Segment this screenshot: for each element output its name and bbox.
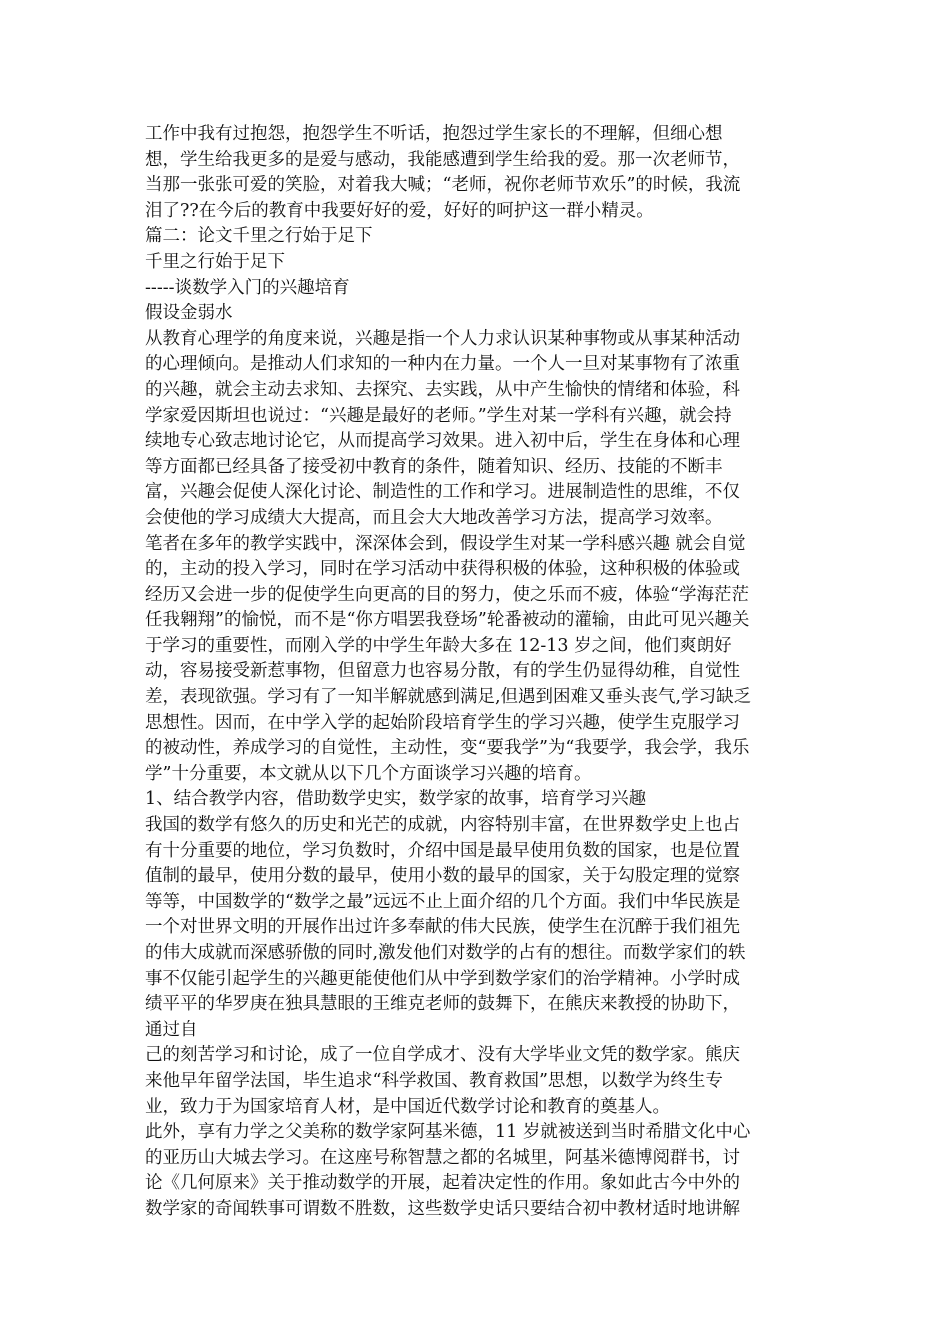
text-line: 工作中我有过抱怨，抱怨学生不听话，抱怨过学生家长的不理解，但细心想: [145, 124, 723, 144]
text-line: 思想性。因而，在中学入学的起始阶段培育学生的学习兴趣，使学生克服学习: [145, 712, 740, 733]
text-line: 等等，中国数学的“数学之最”远远不止上面介绍的几个方面。我们中华民族是: [145, 891, 741, 912]
section-heading: 篇二：论文千里之行始于足下: [145, 226, 373, 247]
text-line: 动，容易接受新惹事物，但留意力也容易分散，有的学生仍显得幼稚，自觉性: [145, 661, 740, 682]
text-line: 泪了??在今后的教育中我要好好的爱，好好的呵护这一群小精灵。: [145, 200, 654, 221]
text-line: 富，兴趣会促使人深化讨论、制造性的工作和学习。进展制造性的思维，不仅: [145, 482, 740, 503]
text-line: 论《几何原来》关于推动数学的开展，起着决定性的作用。象如此古今中外的: [145, 1173, 740, 1194]
text-line: 此外，享有力学之父美称的数学家阿基米德，11 岁就被送到当时希腊文化中心: [145, 1122, 751, 1143]
text-line: 事不仅能引起学生的兴趣更能使他们从中学到数学家们的治学精神。小学时成: [145, 968, 740, 989]
text-line: 学”十分重要，本文就从以下几个方面谈学习兴趣的培育。: [145, 763, 592, 784]
text-line: 想，学生给我更多的是爱与感动，我能感遭到学生给我的爱。那一次老师节，: [145, 149, 740, 170]
text-line: 于学习的重要性，而刚入学的中学生年龄大多在 12-13 岁之间，他们爽朗好: [145, 635, 732, 656]
text-line: 学家爱因斯坦也说过：“兴趣是最好的老师。”学生对某一学科有兴趣，就会持: [145, 405, 732, 426]
document-body: [145, 122, 815, 1223]
text-line: 业，致力于为国家培育人材，是中国近代数学讨论和教育的奠基人。: [145, 1096, 670, 1117]
text-line: 的，主动的投入学习，同时在学习活动中获得积极的体验，这种积极的体验或: [145, 559, 740, 580]
text-line: 等方面都已经具备了接受初中教育的条件，随着知识、经历、技能的不断丰: [145, 456, 723, 477]
text-line: 一个对世界文明的开展作出过许多奉献的伟大民族，使学生在沉醉于我们祖先: [145, 917, 740, 938]
text-line: 有十分重要的地位，学习负数时，介绍中国是最早使用负数的国家，也是位置: [145, 840, 740, 861]
text-line: 差，表现欲强。学习有了一知半解就感到满足,但遇到困难又垂头丧气,学习缺乏: [145, 687, 752, 708]
article-subtitle: -----谈数学入门的兴趣培育: [145, 277, 350, 298]
text-line: 己的刻苦学习和讨论，成了一位自学成才、没有大学毕业文凭的数学家。熊庆: [145, 1045, 740, 1066]
text-line: 通过自: [145, 1019, 198, 1040]
text-line: 的心理倾向。是推动人们求知的一种内在力量。一个人一旦对某事物有了浓重: [145, 354, 740, 375]
text-line: 的伟大成就而深感骄傲的同时,激发他们对数学的占有的想往。而数学家们的轶: [145, 943, 746, 963]
text-line: 数学家的奇闻轶事可谓数不胜数，这些数学史话只要结合初中教材适时地讲解: [145, 1198, 740, 1219]
text-line: 任我翱翔”的愉悦，而不是“你方唱罢我登场”轮番被动的灌输，由此可见兴趣关: [145, 610, 750, 631]
text-line: 绩平平的华罗庚在独具慧眼的王维克老师的鼓舞下，在熊庆来教授的协助下，: [145, 994, 740, 1015]
text-line: 的被动性，养成学习的自觉性，主动性，变“要我学”为“我要学，我会学，我乐: [145, 738, 750, 759]
section-heading: 1、结合教学内容，借助数学史实，数学家的故事，培育学习兴趣: [145, 789, 647, 810]
text-line: 我国的数学有悠久的历史和光芒的成就，内容特别丰富，在世界数学史上也占: [145, 815, 740, 836]
text-line: 经历又会进一步的促使学生向更高的目的努力，使之乐而不疲，体验“学海茫茫: [145, 584, 749, 605]
text-line: 从教育心理学的角度来说，兴趣是指一个人力求认识某种事物或从事某种活动: [145, 328, 740, 349]
author-line: 假设金弱水: [145, 303, 233, 324]
article-title: 千里之行始于足下: [145, 251, 285, 272]
text-line: 续地专心致志地讨论它，从而提高学习效果。进入初中后，学生在身体和心理: [145, 431, 740, 452]
text-line: 来他早年留学法国，毕生追求“科学救国、教育救国”思想，以数学为终生专: [145, 1070, 723, 1091]
text-line: 会使他的学习成绩大大提高，而且会大大地改善学习方法，提高学习效率。: [145, 507, 723, 528]
text-line: 笔者在多年的教学实践中，深深体会到，假设学生对某一学科感兴趣 就会自觉: [145, 533, 746, 554]
text-line: 值制的最早，使用分数的最早，使用小数的最早的国家，关于勾股定理的觉察: [145, 866, 740, 887]
text-line: 的兴趣，就会主动去求知、去探究、去实践，从中产生愉快的情绪和体验，科: [145, 379, 740, 400]
text-line: 当那一张张可爱的笑脸，对着我大喊；“老师，祝你老师节欢乐”的时候，我流: [145, 175, 741, 196]
text-line: 的亚历山大城去学习。在这座号称智慧之都的名城里，阿基米德博阅群书，讨: [145, 1147, 740, 1168]
